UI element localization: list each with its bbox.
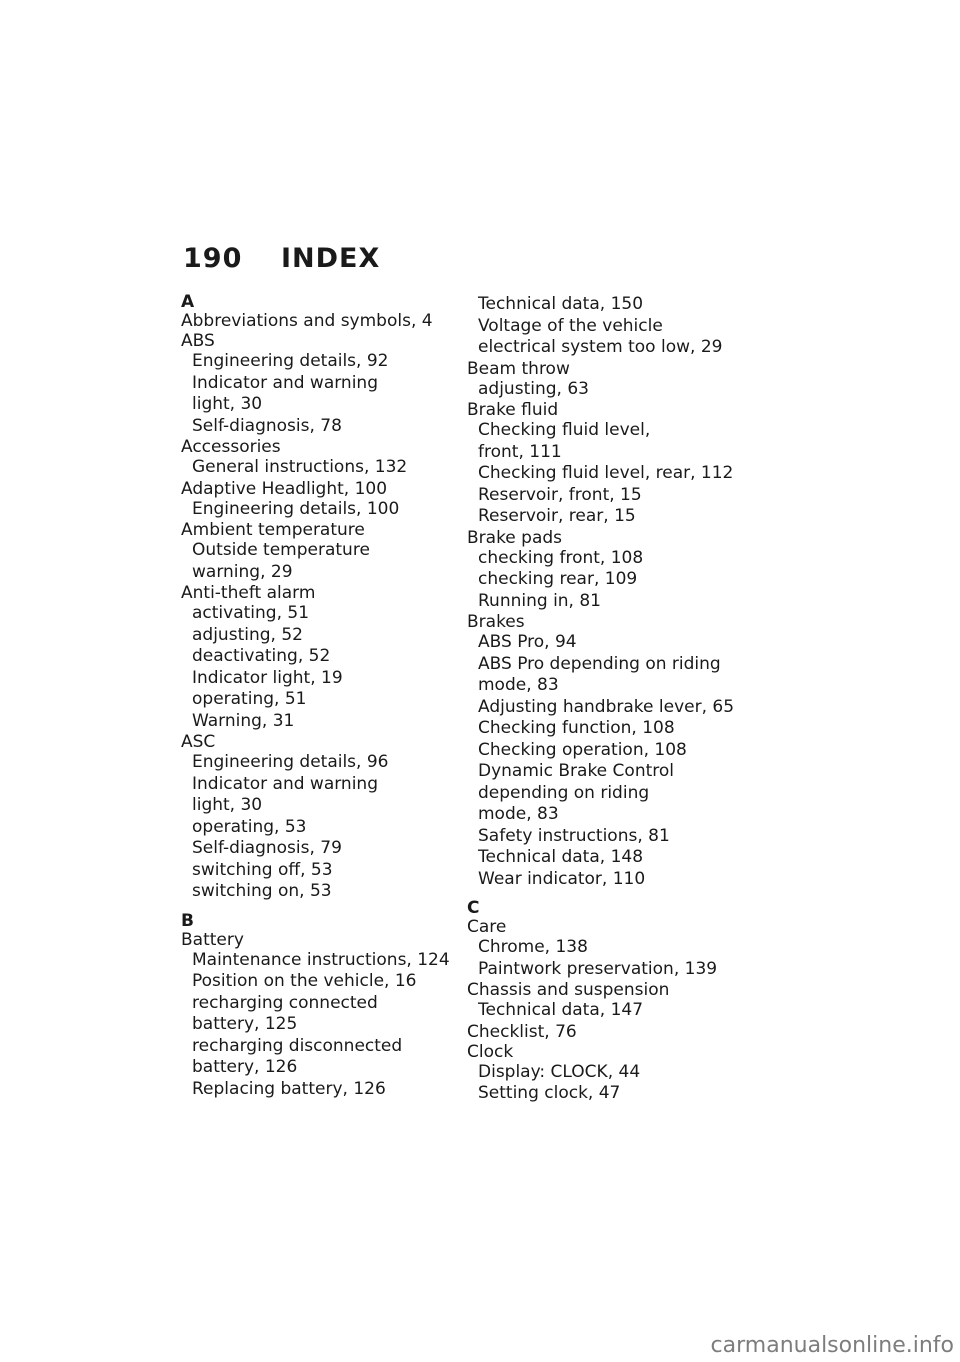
section-spacer bbox=[181, 903, 466, 913]
index-subentry-line: deactivating, 52 bbox=[192, 646, 331, 666]
index-subentry-line: Replacing battery, 126 bbox=[192, 1078, 386, 1099]
index-subentry-line: adjusting, 52 bbox=[192, 624, 303, 645]
index-subentry-line: Outside temperature bbox=[192, 540, 370, 560]
index-subentry-line: battery, 126 bbox=[192, 1057, 298, 1077]
index-subentry bbox=[181, 416, 466, 438]
index-term: Brake fluid bbox=[467, 400, 559, 420]
index-subentry bbox=[467, 937, 767, 959]
index-subentry bbox=[181, 950, 466, 972]
index-entry bbox=[467, 294, 767, 359]
index-subentry-line: checking rear, 109 bbox=[478, 569, 638, 589]
index-subentry-line: front, 111 bbox=[478, 441, 562, 462]
index-subentry bbox=[467, 420, 767, 463]
index-subentry-line: Reservoir, front, 15 bbox=[478, 484, 642, 505]
index-subentry-line: Display: CLOCK, 44 bbox=[478, 1061, 641, 1082]
index-term: Adaptive Headlight, 100 bbox=[181, 478, 388, 499]
index-subentry bbox=[181, 499, 466, 521]
index-subentry-line: switching on, 53 bbox=[192, 881, 332, 901]
index-subentry-line: Checking fluid level, bbox=[478, 420, 651, 440]
index-term: Brake pads bbox=[467, 527, 563, 548]
index-subentry bbox=[181, 625, 466, 647]
index-subentry bbox=[467, 316, 767, 359]
index-subentry-line: switching off, 53 bbox=[192, 859, 333, 880]
index-subentry-line: recharging connected bbox=[192, 992, 378, 1013]
index-term: ABS bbox=[181, 331, 215, 351]
index-subentry bbox=[181, 993, 466, 1036]
index-subentry bbox=[181, 373, 466, 416]
index-subentry-line: Indicator light, 19 bbox=[192, 667, 343, 688]
index-subentry-line: recharging disconnected bbox=[192, 1035, 403, 1056]
index-column-left bbox=[181, 294, 466, 1100]
index-subentry-line: Checking fluid level, rear, 112 bbox=[478, 463, 734, 483]
index-subentry bbox=[467, 869, 767, 891]
index-term: Care bbox=[467, 917, 507, 937]
index-subentry bbox=[181, 838, 466, 860]
index-subentry-line: Reservoir, rear, 15 bbox=[478, 506, 636, 526]
index-subentry bbox=[181, 971, 466, 993]
index-subentry-line: light, 30 bbox=[192, 394, 263, 414]
index-subentry bbox=[181, 774, 466, 817]
index-subentry-line: Dynamic Brake Control bbox=[478, 761, 674, 781]
index-entry bbox=[467, 1022, 767, 1042]
index-subentry-line: warning, 29 bbox=[192, 561, 293, 582]
index-subentry bbox=[467, 847, 767, 869]
index-subentry bbox=[467, 463, 767, 485]
index-subentry bbox=[467, 506, 767, 528]
index-term: Brakes bbox=[467, 612, 525, 632]
index-term: Clock bbox=[467, 1041, 514, 1062]
index-subentry-line: Technical data, 150 bbox=[478, 294, 644, 314]
index-subentry-line: Adjusting handbrake lever, 65 bbox=[478, 696, 735, 717]
watermark: carmanualsonline.info bbox=[710, 1333, 954, 1358]
index-subentry-line: Engineering details, 100 bbox=[192, 498, 400, 519]
index-subentry-line: Warning, 31 bbox=[192, 710, 295, 731]
index-subentry-line: battery, 125 bbox=[192, 1014, 298, 1034]
index-term: Anti-theft alarm bbox=[181, 583, 316, 603]
index-term: ASC bbox=[181, 732, 216, 752]
section-spacer bbox=[467, 890, 767, 900]
index-subentry-line: Self-diagnosis, 79 bbox=[192, 838, 342, 858]
index-subentry bbox=[181, 457, 466, 479]
index-subentry-line: ABS Pro, 94 bbox=[478, 632, 577, 652]
index-column-right bbox=[467, 294, 767, 1105]
index-subentry bbox=[467, 632, 767, 654]
index-subentry-line: Checking operation, 108 bbox=[478, 739, 687, 760]
index-subentry bbox=[467, 1062, 767, 1084]
index-subentry bbox=[181, 860, 466, 882]
index-subentry-line: Technical data, 148 bbox=[478, 847, 644, 867]
index-subentry-line: mode, 83 bbox=[478, 675, 559, 695]
index-subentry bbox=[467, 826, 767, 848]
index-entry bbox=[181, 732, 466, 903]
index-subentry bbox=[467, 697, 767, 719]
index-subentry bbox=[467, 379, 767, 401]
index-entry bbox=[467, 1042, 767, 1105]
index-subentry bbox=[181, 752, 466, 774]
index-subentry bbox=[181, 646, 466, 668]
index-subentry-line: Wear indicator, 110 bbox=[478, 868, 646, 889]
index-subentry bbox=[181, 817, 466, 839]
index-subentry bbox=[467, 761, 767, 826]
index-term: Accessories bbox=[181, 437, 281, 457]
index-subentry-line: Technical data, 147 bbox=[478, 1000, 644, 1020]
index-entry bbox=[467, 359, 767, 401]
index-subentry bbox=[181, 711, 466, 733]
index-subentry-line: Voltage of the vehicle bbox=[478, 315, 663, 336]
index-entry bbox=[181, 520, 466, 583]
index-subentry-line: ABS Pro depending on riding bbox=[478, 653, 721, 674]
index-subentry bbox=[467, 569, 767, 591]
page-number: 190 bbox=[183, 243, 243, 274]
index-subentry-line: Running in, 81 bbox=[478, 590, 602, 611]
index-subentry-line: operating, 51 bbox=[192, 689, 307, 709]
index-entry bbox=[181, 583, 466, 732]
index-entry bbox=[181, 437, 466, 479]
index-subentry bbox=[467, 294, 767, 316]
index-entry bbox=[181, 331, 466, 437]
index-subentry bbox=[467, 1000, 767, 1022]
index-subentry-line: Chrome, 138 bbox=[478, 937, 588, 957]
index-subentry bbox=[467, 654, 767, 697]
index-subentry bbox=[467, 740, 767, 762]
index-subentry-line: activating, 51 bbox=[192, 603, 310, 623]
index-entry bbox=[181, 930, 466, 1101]
index-subentry bbox=[467, 548, 767, 570]
index-subentry bbox=[181, 668, 466, 690]
index-subentry bbox=[181, 351, 466, 373]
index-subentry-line: Engineering details, 96 bbox=[192, 752, 389, 772]
index-term: Checklist, 76 bbox=[467, 1021, 577, 1042]
index-subentry-line: Checking function, 108 bbox=[478, 718, 675, 738]
index-term: Battery bbox=[181, 929, 244, 950]
index-subentry bbox=[467, 718, 767, 740]
page-header bbox=[183, 243, 380, 274]
index-subentry bbox=[467, 485, 767, 507]
index-entry bbox=[181, 479, 466, 521]
index-entry bbox=[467, 917, 767, 980]
index-subentry-line: light, 30 bbox=[192, 795, 263, 815]
index-term: Ambient temperature bbox=[181, 520, 365, 540]
index-subentry-line: Setting clock, 47 bbox=[478, 1083, 621, 1103]
index-subentry bbox=[181, 540, 466, 583]
index-subentry bbox=[181, 689, 466, 711]
index-subentry bbox=[181, 1036, 466, 1079]
index-entry bbox=[467, 612, 767, 890]
index-subentry-line: Maintenance instructions, 124 bbox=[192, 949, 450, 970]
index-subentry-line: mode, 83 bbox=[478, 804, 559, 824]
index-letter-heading: B bbox=[181, 910, 194, 931]
index-subentry-line: Self-diagnosis, 78 bbox=[192, 415, 342, 436]
index-subentry-line: Indicator and warning bbox=[192, 372, 378, 393]
index-subentry-line: Indicator and warning bbox=[192, 773, 378, 794]
index-subentry bbox=[467, 591, 767, 613]
index-subentry-line: checking front, 108 bbox=[478, 547, 644, 568]
index-subentry-line: General instructions, 132 bbox=[192, 457, 408, 477]
index-entry bbox=[467, 980, 767, 1022]
index-entry bbox=[467, 400, 767, 528]
index-subentry-line: Paintwork preservation, 139 bbox=[478, 958, 718, 979]
index-subentry-line: electrical system too low, 29 bbox=[478, 337, 723, 357]
index-letter-heading: C bbox=[467, 898, 480, 918]
index-subentry-line: Safety instructions, 81 bbox=[478, 825, 670, 846]
index-subentry-line: Engineering details, 92 bbox=[192, 351, 389, 371]
page-title: INDEX bbox=[281, 243, 381, 274]
index-subentry bbox=[181, 881, 466, 903]
index-entry bbox=[181, 311, 466, 331]
index-subentry-line: depending on riding bbox=[478, 782, 650, 803]
index-subentry bbox=[181, 1079, 466, 1101]
index-letter-heading: A bbox=[181, 292, 195, 312]
index-entry bbox=[467, 528, 767, 613]
index-subentry bbox=[181, 603, 466, 625]
index-term: Abbreviations and symbols, 4 bbox=[181, 311, 433, 331]
index-subentry-line: operating, 53 bbox=[192, 816, 307, 837]
index-subentry-line: Position on the vehicle, 16 bbox=[192, 971, 417, 991]
index-subentry-line: adjusting, 63 bbox=[478, 378, 589, 399]
index-term: Beam throw bbox=[467, 358, 570, 379]
index-subentry bbox=[467, 959, 767, 981]
index-subentry bbox=[467, 1083, 767, 1105]
index-term: Chassis and suspension bbox=[467, 980, 670, 1000]
